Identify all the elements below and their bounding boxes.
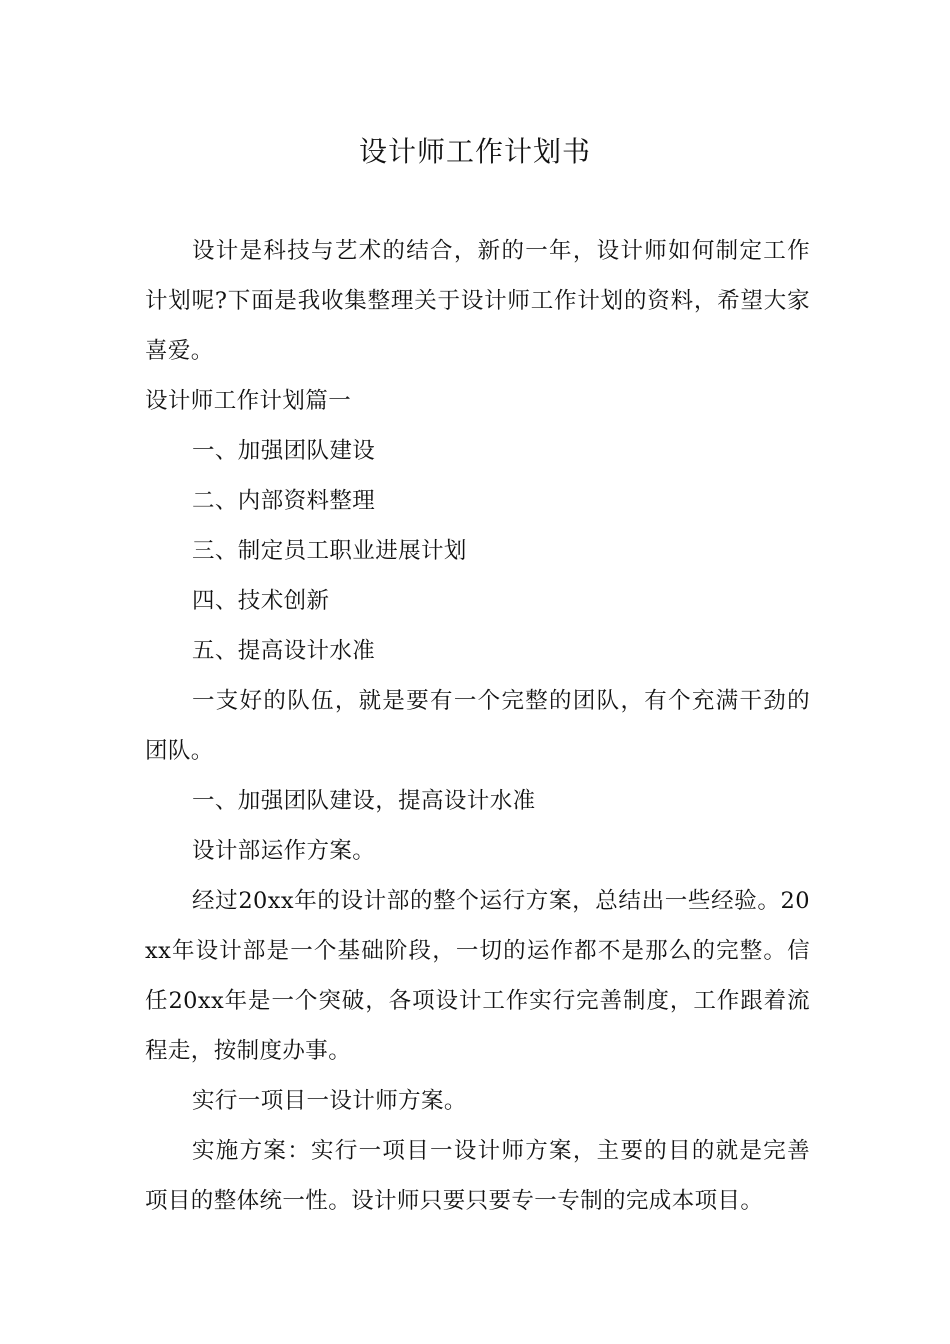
paragraph: 三、制定员工职业进展计划: [192, 538, 467, 564]
paragraph: 实行一项目一设计师方案。: [192, 1088, 467, 1114]
paragraph: 设计部运作方案。: [192, 838, 376, 864]
paragraph: 二、内部资料整理: [192, 488, 376, 514]
paragraph: 五、提高设计水准: [192, 638, 376, 664]
paragraph: 四、技术创新: [192, 588, 330, 614]
paragraph: 一、加强团队建设: [192, 438, 376, 464]
paragraph: 设计是科技与艺术的结合，新的一年，设计师如何制定工作计划呢?下面是我收集整理关于设计师工作计划的资料，希望大家喜爱。: [145, 238, 810, 364]
document-title: 设计师工作计划书: [358, 135, 591, 168]
paragraph: 一支好的队伍，就是要有一个完整的团队，有个充满干劲的团队。: [145, 688, 810, 764]
paragraph: 实施方案：实行一项目一设计师方案，主要的目的就是完善项目的整体统一性。设计师只要只要专一专制的完成本项目。: [145, 1138, 810, 1214]
paragraph: 经过20xx年的设计部的整个运行方案，总结出一些经验。20xx年设计部是一个基础阶段，一切的运作都不是那么的完整。信任20xx年是一个突破，各项设计工作实行完善制度，工作跟着流程走，按制度办事。: [145, 888, 810, 1064]
document-body: [145, 226, 810, 1226]
paragraph: 一、加强团队建设，提高设计水准: [192, 788, 536, 814]
paragraph: 设计师工作计划篇一: [145, 388, 352, 414]
